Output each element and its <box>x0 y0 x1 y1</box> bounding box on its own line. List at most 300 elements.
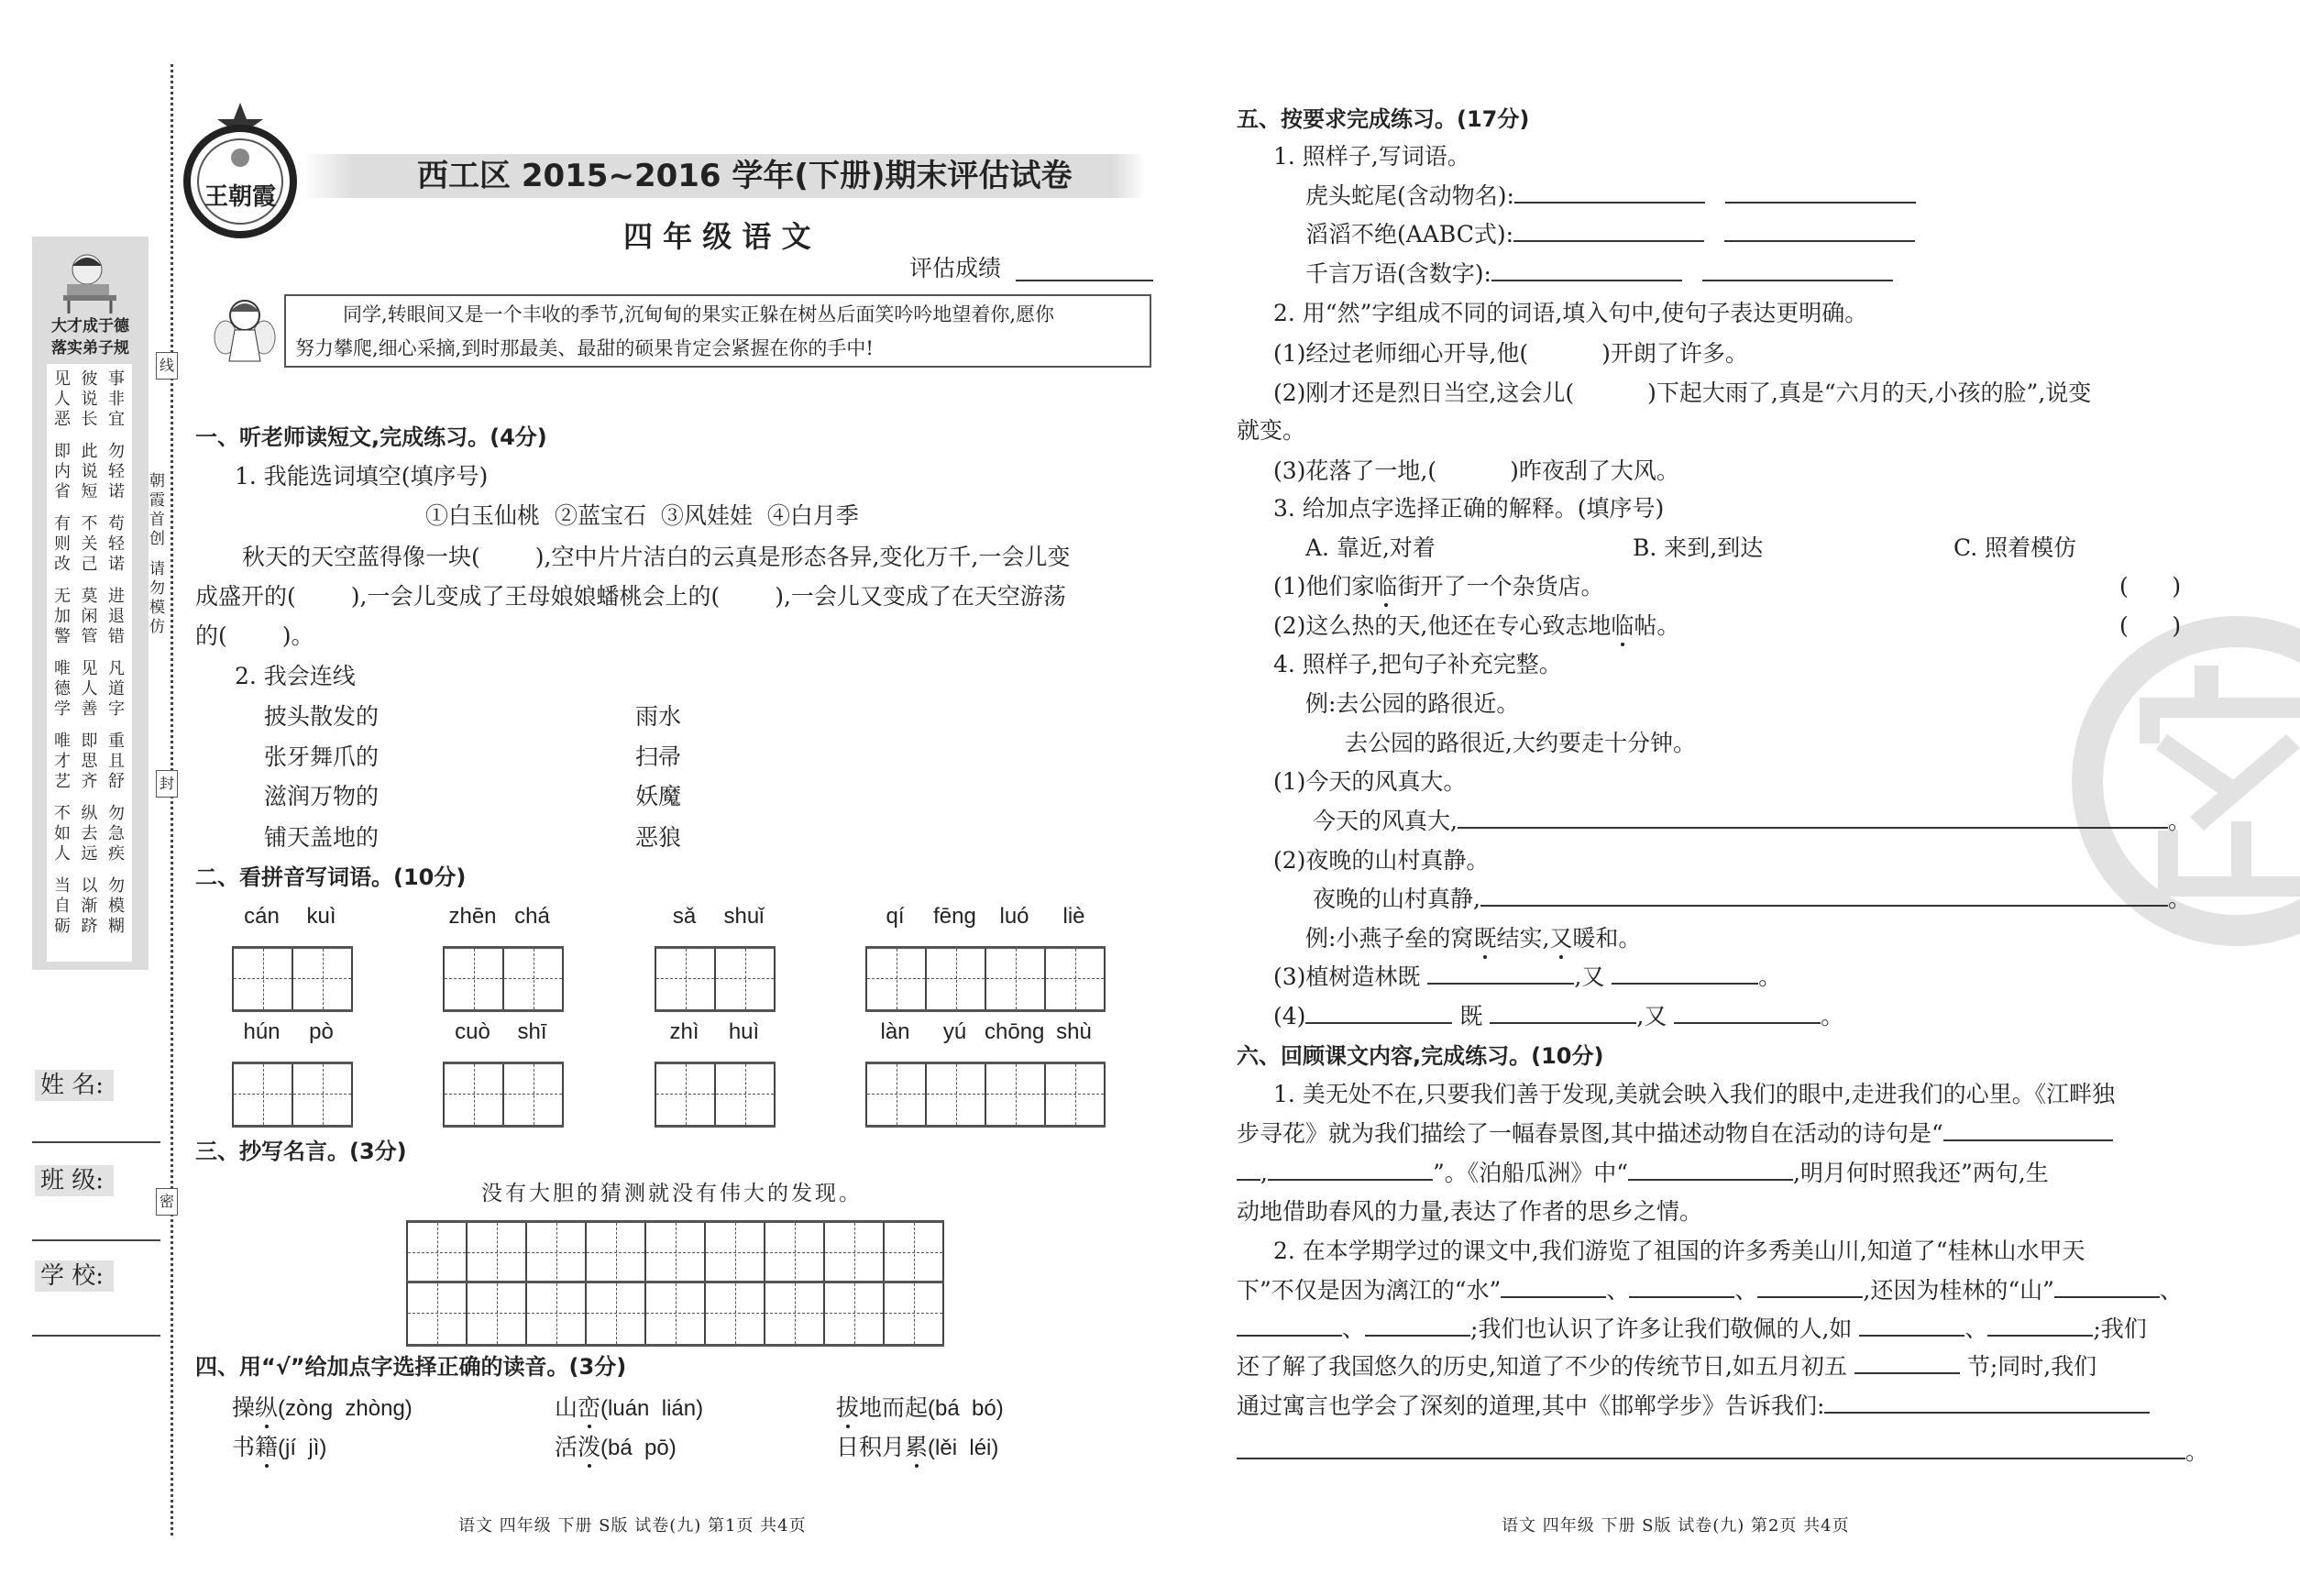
pinyin-syllable: yú <box>942 1019 967 1044</box>
exam-title: 西工区 2015~2016 学年(下册)期末评估试卷 <box>417 158 1073 194</box>
dizigui-row <box>54 679 125 699</box>
pinyin-syllable: cán <box>244 904 280 929</box>
logo-text: 王朝霞 <box>204 183 277 211</box>
pinyin-syllable: zhēn <box>448 904 497 929</box>
dizigui-char: 关 <box>81 534 98 554</box>
answer-blank[interactable] <box>1987 1315 2093 1337</box>
s6-p2-line5 <box>1237 1392 2150 1421</box>
dizigui-char: 人 <box>54 844 71 864</box>
dizigui-row <box>54 607 125 627</box>
dizigui-char: 善 <box>81 699 98 719</box>
grid-cell[interactable] <box>885 1223 944 1283</box>
dizigui-char: 艺 <box>54 772 71 791</box>
answer-blank[interactable] <box>1824 1392 2150 1414</box>
s6-p1-line3 <box>1237 1159 2049 1188</box>
dizigui-char: 齐 <box>81 772 98 791</box>
paragraph-text: , <box>1260 1160 1268 1186</box>
grid-cell[interactable] <box>765 1283 825 1344</box>
dizigui-char: 勿 <box>108 876 125 896</box>
sentence-text: 暖和。 <box>1572 925 1642 952</box>
dotted-char: 泼 <box>578 1434 601 1460</box>
answer-blank[interactable] <box>1305 1002 1452 1024</box>
word-text: 山 <box>555 1394 578 1421</box>
pinyin-choices[interactable]: (bá pō) <box>600 1436 677 1460</box>
grid-cell[interactable] <box>587 1223 646 1283</box>
paragraph-text: ”。《泊船瓜洲》中“ <box>1432 1160 1629 1186</box>
pronunciation-item <box>836 1433 998 1463</box>
answer-blank[interactable] <box>2054 1276 2160 1298</box>
q5-1-item <box>1305 182 1916 211</box>
pronunciation-item <box>555 1433 677 1463</box>
q1-prompt: 1. 我能选词填空(填序号) <box>235 463 489 490</box>
sentence-text: (2)刚才还是烈日当空,这会儿( <box>1273 380 1575 406</box>
paragraph-text: 、 <box>2159 1277 2183 1304</box>
dizigui-row <box>54 804 125 824</box>
answer-blank[interactable] <box>1237 1315 1342 1337</box>
passage-text: 的( <box>195 622 227 649</box>
dizigui-char: 不 <box>54 804 71 823</box>
word-text: 地而起 <box>859 1394 929 1421</box>
section-2-title: 二、看拼音写词语。(10分) <box>195 864 467 890</box>
dizigui-char: 思 <box>81 752 98 771</box>
q5-4-1-answer <box>1313 807 2191 836</box>
pinyin-syllable: shù <box>1056 1019 1092 1044</box>
sentence-text: )昨夜刮了大风。 <box>1510 457 1679 484</box>
dizigui-row <box>54 369 125 390</box>
dizigui-row <box>54 917 125 937</box>
pinyin-choices[interactable]: (zòng zhòng) <box>278 1396 413 1421</box>
writing-grid[interactable] <box>655 946 776 1012</box>
q5-3-1 <box>1273 572 1603 601</box>
dizigui-row <box>54 732 125 752</box>
dizigui-char: 模 <box>108 897 125 916</box>
answer-blank[interactable] <box>1674 1002 1821 1024</box>
match-right-item[interactable]: 扫帚 <box>635 743 682 770</box>
answer-blank[interactable] <box>1237 1437 2185 1459</box>
writing-grid[interactable] <box>232 1062 353 1128</box>
answer-blank[interactable] <box>1480 885 2168 907</box>
grid-cell[interactable] <box>825 1283 885 1344</box>
grid-cell[interactable] <box>468 1283 527 1344</box>
q5-2-prompt: 2. 用“然”字组成不同的词语,填入句中,使句子表达更明确。 <box>1273 300 1868 326</box>
grid-cell[interactable] <box>587 1283 646 1344</box>
dizigui-text <box>47 364 132 962</box>
grid-cell[interactable] <box>706 1223 765 1283</box>
dizigui-char: 则 <box>54 534 71 554</box>
dizigui-char: 说 <box>81 390 98 409</box>
answer-blank[interactable] <box>1724 220 1915 242</box>
sentence-text: (4) <box>1273 1003 1306 1029</box>
match-right-item[interactable]: 雨水 <box>635 703 682 730</box>
sentence-text: 例:小燕子垒的窝 <box>1305 925 1474 952</box>
paragraph-text: ;我们 <box>2093 1315 2147 1342</box>
dizigui-char: 学 <box>54 699 71 719</box>
pinyin-syllable: fēng <box>933 904 976 929</box>
q5-4-4 <box>1273 1002 1843 1031</box>
dizigui-char: 有 <box>54 514 71 534</box>
pinyin-choices[interactable]: (jí jì) <box>278 1436 327 1460</box>
quote: 没有大胆的猜测就没有伟大的发现。 <box>481 1182 863 1205</box>
q5-2-1 <box>1273 339 1748 369</box>
dizigui-char: 跻 <box>81 917 98 936</box>
grid-cell[interactable] <box>445 1064 504 1125</box>
dizigui-char: 急 <box>108 824 125 843</box>
dizigui-char: 非 <box>108 390 125 409</box>
q5-4-1: (1)今天的风真大。 <box>1273 768 1467 795</box>
grid-cell[interactable] <box>504 949 564 1009</box>
answer-blank[interactable] <box>1514 182 1705 204</box>
q5-3-prompt: 3. 给加点字选择正确的解释。(填序号) <box>1273 495 1665 522</box>
dizigui-char: 诺 <box>108 555 125 574</box>
dizigui-row <box>54 587 125 607</box>
paragraph-text: 、 <box>1342 1315 1366 1342</box>
match-right-item[interactable]: 妖魔 <box>635 783 682 809</box>
grid-cell[interactable] <box>656 949 716 1009</box>
dizigui-char: 苟 <box>108 514 125 534</box>
dotted-char: 既 <box>1473 925 1497 952</box>
motto-line: 落实弟子规 <box>51 339 129 358</box>
school-field[interactable] <box>32 1335 160 1337</box>
answer-paren[interactable]: ( ) <box>2119 573 2182 600</box>
paragraph-text: ,还因为桂林的“山” <box>1863 1277 2054 1304</box>
answer-blank[interactable] <box>1513 220 1704 242</box>
dizigui-char: 疾 <box>108 844 125 864</box>
grid-cell[interactable] <box>293 949 353 1009</box>
dizigui-char: 唯 <box>54 732 71 751</box>
answer-blank[interactable] <box>1629 1276 1734 1298</box>
grid-cell[interactable] <box>656 1064 716 1125</box>
sentence-text: )开朗了许多。 <box>1601 340 1748 367</box>
passage-line-1 <box>242 543 1070 572</box>
student-cartoon-icon <box>60 249 120 314</box>
match-left-item[interactable]: 披头散发的 <box>264 703 380 730</box>
dizigui-char: 闲 <box>81 607 98 626</box>
pinyin-syllable: huì <box>728 1019 760 1044</box>
dizigui-char: 糊 <box>108 917 125 936</box>
grid-cell[interactable] <box>234 1064 293 1125</box>
intro-box <box>284 294 1151 368</box>
q5-2-2-cont: 就变。 <box>1237 417 1306 444</box>
s6-p1-line4: 动地借助春风的力量,表达了作者的思乡之情。 <box>1237 1198 1702 1225</box>
pinyin-syllable: chōng <box>985 1019 1045 1044</box>
sentence-text: 夜晚的山村真静, <box>1313 886 1480 912</box>
grid-cell[interactable] <box>293 1064 353 1125</box>
word-options: ①白玉仙桃 ②蓝宝石 ③风娃娃 ④白月季 <box>425 502 859 529</box>
dizigui-char: 诺 <box>108 482 125 501</box>
answer-blank[interactable] <box>1501 1276 1606 1298</box>
binding-mark-line: 线 <box>156 352 178 380</box>
sentence-text: ,又 <box>1636 1003 1667 1029</box>
period: 。 <box>2167 886 2191 912</box>
grid-cell[interactable] <box>408 1223 468 1283</box>
motto-line: 大才成于德 <box>51 317 129 336</box>
grid-cell[interactable] <box>234 949 293 1009</box>
q5-1-prompt: 1. 照样子,写词语。 <box>1273 143 1470 170</box>
pinyin-choices[interactable]: (luán lián) <box>600 1396 704 1421</box>
match-left-item[interactable]: 铺天盖地的 <box>264 824 380 851</box>
pinyin-syllable: sǎ <box>672 904 697 929</box>
answer-blank[interactable] <box>1859 1315 1964 1337</box>
dotted-char: 临 <box>1374 573 1398 600</box>
period: 。 <box>1821 1003 1844 1029</box>
answer-blank[interactable] <box>1943 1119 2113 1141</box>
dizigui-row <box>54 659 125 679</box>
s6-p2-line6 <box>1237 1437 2208 1467</box>
passage-text: ),一会儿变成了王母娘娘蟠桃会上的( <box>350 583 721 610</box>
match-left-item[interactable]: 滋润万物的 <box>264 783 380 809</box>
dizigui-char: 无 <box>54 587 71 606</box>
pronunciation-item <box>232 1433 326 1463</box>
dizigui-row <box>54 844 125 864</box>
dizigui-row <box>54 699 125 720</box>
grid-cell[interactable] <box>867 1064 927 1125</box>
dizigui-row <box>54 772 125 792</box>
q5-3-2 <box>1273 611 1679 641</box>
answer-blank[interactable] <box>1725 182 1916 204</box>
page-2-footer: 语文 四年级 下册 S版 试卷(九) 第2页 共4页 <box>1502 1516 1850 1535</box>
grid-cell[interactable] <box>867 949 927 1009</box>
dizigui-row <box>54 390 125 410</box>
answer-blank[interactable] <box>1427 963 1574 985</box>
word-text: 活 <box>555 1434 578 1460</box>
example-1-answer: 去公园的路很近,大约要走十分钟。 <box>1345 730 1696 756</box>
dizigui-row <box>54 514 125 534</box>
grid-cell[interactable] <box>1046 949 1106 1009</box>
q5-4-2-answer <box>1313 885 2191 914</box>
grid-cell[interactable] <box>504 1064 564 1125</box>
sentence-text: )下起大雨了,真是“六月的天,小孩的脸”,说变 <box>1647 380 2092 406</box>
dizigui-row <box>54 410 125 430</box>
grid-cell[interactable] <box>885 1283 944 1344</box>
grid-cell[interactable] <box>825 1223 885 1283</box>
grid-cell[interactable] <box>646 1223 706 1283</box>
dizigui-char: 即 <box>81 732 98 751</box>
writing-grid[interactable] <box>443 946 564 1012</box>
s6-p2-line2 <box>1237 1276 2183 1305</box>
q5-3-option-b: B. 来到,到达 <box>1633 534 1764 561</box>
q5-3-option-c: C. 照着模仿 <box>1953 534 2077 561</box>
section-3-title: 三、抄写名言。(3分) <box>195 1139 407 1164</box>
dizigui-char: 短 <box>81 482 98 501</box>
dizigui-char: 错 <box>108 627 125 646</box>
writing-grid[interactable] <box>865 1062 1106 1128</box>
pinyin-syllable: shuǐ <box>723 904 765 929</box>
intro-line: 同学,转眼间又是一个丰收的季节,沉甸甸的果实正躲在树丛后面笑吟吟地望着你,愿你 <box>343 303 1055 325</box>
dizigui-char: 勿 <box>108 442 125 461</box>
dizigui-char: 内 <box>54 462 71 481</box>
item-label: 滔滔不绝(AABC式): <box>1305 221 1514 248</box>
dizigui-char: 道 <box>108 679 125 699</box>
dizigui-row <box>54 555 125 575</box>
dotted-char: 纵 <box>255 1394 279 1421</box>
dizigui-char: 自 <box>54 897 71 916</box>
dizigui-char: 人 <box>81 679 98 699</box>
answer-blank[interactable] <box>1757 1276 1863 1298</box>
sentence-text: 街开了一个杂货店。 <box>1397 573 1604 600</box>
sentence-text: ,又 <box>1574 963 1605 990</box>
name-field[interactable] <box>32 1141 160 1143</box>
pronunciation-item <box>836 1393 1004 1424</box>
notice-line: 朝霞首创 <box>149 472 165 548</box>
dizigui-char: 长 <box>81 410 98 429</box>
answer-blank[interactable] <box>1365 1315 1470 1337</box>
pinyin-choices[interactable]: (lěi léi) <box>928 1436 999 1460</box>
dizigui-char: 且 <box>108 752 125 771</box>
item-label: 千言万语(含数字): <box>1305 260 1491 287</box>
dizigui-char: 管 <box>81 627 98 646</box>
fairy-icon <box>213 295 277 369</box>
grid-cell[interactable] <box>527 1283 587 1344</box>
answer-blank[interactable] <box>1490 1002 1636 1024</box>
answer-paren[interactable]: ( ) <box>2119 612 2182 639</box>
copy-grid-row[interactable] <box>406 1281 944 1347</box>
q5-4-3 <box>1273 963 1781 992</box>
exam-subtitle: 四 年 级 语 文 <box>623 219 811 254</box>
match-right-item[interactable]: 恶狼 <box>635 824 682 851</box>
grid-cell[interactable] <box>986 949 1046 1009</box>
dizigui-row <box>54 876 125 897</box>
paragraph-text: 还了解了我国悠久的历史,知道了不少的传统节日,如五月初五 <box>1237 1353 1847 1380</box>
dotted-char: 籍 <box>255 1434 279 1460</box>
binding-mark-seal: 封 <box>156 770 178 798</box>
answer-blank[interactable] <box>1854 1352 1960 1374</box>
passage-text: 成盛开的( <box>195 583 296 610</box>
pinyin-syllable: chá <box>514 904 550 929</box>
dotted-char: 拔 <box>836 1394 860 1421</box>
writing-grid[interactable] <box>443 1062 564 1128</box>
dizigui-char: 德 <box>54 679 71 699</box>
pinyin-syllable: shī <box>517 1019 547 1044</box>
dizigui-row <box>54 752 125 772</box>
pronunciation-item <box>555 1393 703 1424</box>
grid-cell[interactable] <box>468 1223 527 1283</box>
dizigui-char: 加 <box>54 607 71 626</box>
grid-cell[interactable] <box>716 949 776 1009</box>
sentence-text: 帖。 <box>1634 612 1680 639</box>
sentence-text: 今天的风真大, <box>1313 808 1458 834</box>
dizigui-row <box>54 824 125 844</box>
score-label: 评估成绩 <box>909 255 1002 281</box>
dizigui-char: 进 <box>108 587 125 606</box>
section-6-title: 六、回顾课文内容,完成练习。(10分) <box>1237 1043 1604 1069</box>
answer-blank[interactable] <box>1237 1159 1260 1181</box>
pinyin-syllable: liè <box>1062 904 1085 929</box>
pinyin-syllable: luó <box>999 904 1029 929</box>
dizigui-char: 凡 <box>108 659 125 678</box>
answer-blank[interactable] <box>1612 963 1758 985</box>
paragraph-text: 、 <box>1964 1315 1988 1342</box>
q5-3-option-a: A. 靠近,对着 <box>1305 534 1436 561</box>
writing-grid[interactable] <box>655 1062 776 1128</box>
dizigui-row <box>54 442 125 462</box>
example-2 <box>1305 924 1641 953</box>
dizigui-char: 远 <box>81 844 98 864</box>
binding-mark-secret: 密 <box>156 1188 178 1216</box>
writing-grid[interactable] <box>865 946 1106 1012</box>
score-field[interactable] <box>1016 280 1153 281</box>
writing-grid[interactable] <box>232 946 353 1012</box>
copy-grid-row[interactable] <box>406 1220 944 1286</box>
sentence-text: (1)经过老师细心开导,他( <box>1273 340 1529 367</box>
pinyin-choices[interactable]: (bá bó) <box>928 1396 1004 1421</box>
secret-seal-icon <box>2103 647 2300 915</box>
dizigui-row <box>54 482 125 502</box>
grid-cell[interactable] <box>408 1283 468 1344</box>
dizigui-char: 才 <box>54 752 71 771</box>
dotted-char: 临 <box>1611 612 1634 639</box>
dizigui-char: 此 <box>81 442 98 461</box>
match-left-item[interactable]: 张牙舞爪的 <box>264 743 380 770</box>
answer-blank[interactable] <box>1491 259 1682 281</box>
grid-cell[interactable] <box>646 1283 706 1344</box>
answer-blank[interactable] <box>1702 259 1893 281</box>
dizigui-char: 人 <box>54 390 71 409</box>
dizigui-row <box>54 897 125 917</box>
sentence-text: (3)花落了一地,( <box>1273 457 1437 484</box>
grid-cell[interactable] <box>706 1283 765 1344</box>
grid-cell[interactable] <box>927 1064 986 1125</box>
answer-blank[interactable] <box>1628 1159 1793 1181</box>
intro-line: 努力攀爬,细心采摘,到时那最美、最甜的硕果肯定会紧握在你的手中! <box>295 337 874 359</box>
passage-line-2 <box>195 582 1066 611</box>
passage-text: )。 <box>281 622 314 649</box>
paragraph-text: 通过寓言也学会了深刻的道理,其中《邯郸学步》告诉我们: <box>1237 1392 1825 1419</box>
grid-cell[interactable] <box>927 949 986 1009</box>
s6-p2-line4 <box>1237 1352 2096 1381</box>
dotted-char: 又 <box>1549 925 1573 952</box>
example-1: 例:去公园的路很近。 <box>1305 690 1520 717</box>
q5-1-item <box>1305 220 1915 249</box>
word-text: 书 <box>232 1434 256 1460</box>
grid-cell[interactable] <box>527 1223 587 1283</box>
dotted-char: 累 <box>905 1434 929 1460</box>
word-text: 操 <box>232 1394 256 1421</box>
pronunciation-item <box>232 1393 413 1424</box>
dizigui-char: 宜 <box>108 410 125 429</box>
paragraph-text: 步寻花》就为我们描绘了一幅春景图,其中描述动物自在活动的诗句是“ <box>1237 1120 1943 1147</box>
dizigui-char: 纵 <box>81 804 98 823</box>
passage-text: 秋天的天空蓝得像一块( <box>242 544 480 570</box>
dizigui-char: 如 <box>54 824 71 843</box>
q5-4-2: (2)夜晚的山村真静。 <box>1273 847 1490 874</box>
paragraph-text: 下”不仅是因为漓江的“水” <box>1237 1277 1502 1304</box>
period: 。 <box>1758 963 1782 990</box>
dizigui-char: 轻 <box>108 534 125 554</box>
dizigui-char: 不 <box>81 514 98 534</box>
dizigui-char: 当 <box>54 876 71 896</box>
sidebar-panel <box>32 237 149 970</box>
paragraph-text: ,明月何时照我还”两句,生 <box>1793 1160 2049 1186</box>
grid-cell[interactable] <box>716 1064 776 1125</box>
answer-blank[interactable] <box>1458 807 2168 829</box>
answer-blank[interactable] <box>1268 1159 1433 1181</box>
q5-2-3 <box>1273 457 1679 486</box>
paragraph-text: ;我们也认识了许多让我们敬佩的人,如 <box>1470 1315 1853 1342</box>
word-text: 日积月 <box>836 1434 906 1460</box>
grid-cell[interactable] <box>445 949 504 1009</box>
grid-cell[interactable] <box>1046 1064 1106 1125</box>
paragraph-text: 、 <box>1606 1277 1630 1304</box>
dotted-char: 峦 <box>578 1394 601 1421</box>
period: 。 <box>2167 808 2191 834</box>
class-field[interactable] <box>32 1239 160 1241</box>
grid-cell[interactable] <box>986 1064 1046 1125</box>
pinyin-syllable: qí <box>886 904 905 929</box>
page-1-footer: 语文 四年级 下册 S版 试卷(九) 第1页 共4页 <box>458 1516 807 1535</box>
dizigui-char: 说 <box>81 462 98 481</box>
grid-cell[interactable] <box>765 1223 825 1283</box>
dizigui-char: 字 <box>108 699 125 719</box>
